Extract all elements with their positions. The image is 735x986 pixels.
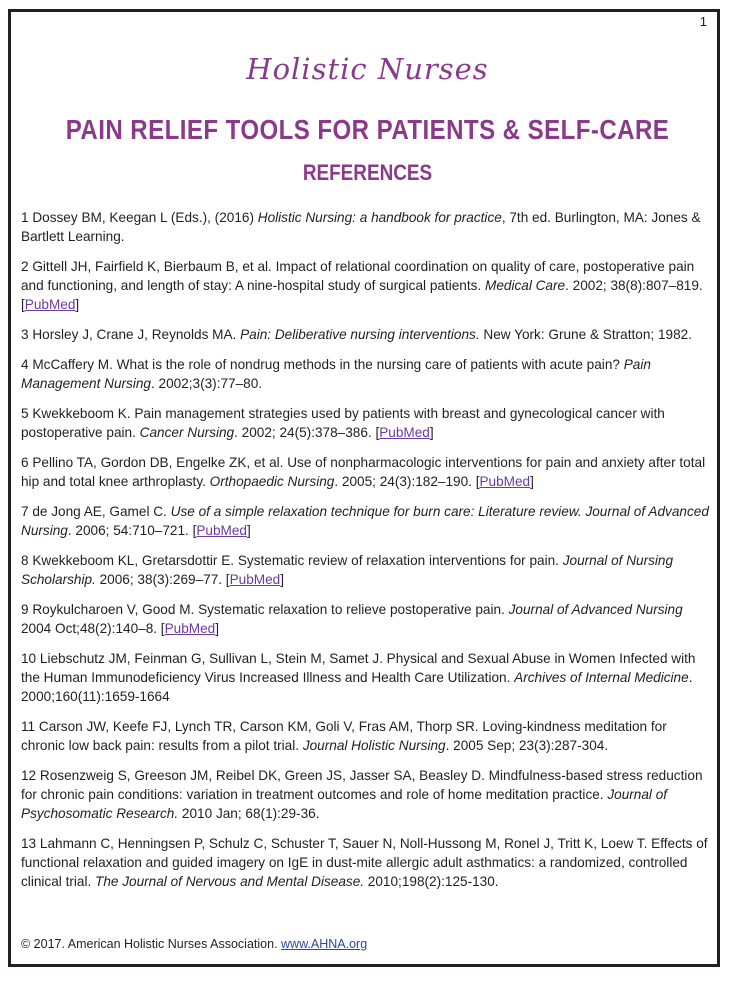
- reference-item: 12 Rosenzweig S, Greeson JM, Reibel DK, Green JS, Jasser SA, Beasley D. Mindfulness-based stress reduction for chronic pain conditions: variation in treatment outcomes and role of home meditation practice. Journal of Psychosomatic Research. 2010 Jan; 68(1):29-36.: [21, 768, 703, 821]
- page-number: 1: [699, 14, 707, 29]
- brand-logo-text: Holistic Nurses: [246, 52, 489, 86]
- reference-list: [21, 208, 711, 902]
- copyright-footer: © 2017. American Holistic Nurses Association. www.AHNA.org: [21, 937, 368, 951]
- ahna-website-link[interactable]: www.AHNA.org: [281, 937, 368, 951]
- pubmed-link[interactable]: PubMed: [196, 523, 247, 538]
- page-title: PAIN RELIEF TOOLS FOR PATIENTS & SELF-CARE: [65, 114, 670, 145]
- pubmed-link[interactable]: PubMed: [164, 621, 216, 636]
- reference-item: 1 Dossey BM, Keegan L (Eds.), (2016) Holistic Nursing: a handbook for practice, 7th ed. Burlington, MA: Jones & Bartlett Learning.: [21, 210, 701, 244]
- reference-item: 13 Lahmann C, Henningsen P, Schulz C, Schuster T, Sauer N, Noll-Hussong M, Ronel J, Tritt K, Loew T. Effects of functional relaxation and guided imagery on IgE in dust-mite allergic adult asthmatics: a randomized, controlled clinical trial. The Journal of Nervous and Mental Disease. 2010;198(2):125-130.: [21, 836, 708, 889]
- pubmed-link[interactable]: PubMed: [229, 572, 281, 587]
- reference-item: 5 Kwekkeboom K. Pain management strategies used by patients with breast and gynecological cancer with postoperative pain. Cancer Nursing. 2002; 24(5):378–386. [PubMed]: [21, 406, 665, 440]
- reference-item: 3 Horsley J, Crane J, Reynolds MA. Pain: Deliberative nursing interventions. New York: Grune & Stratton; 1982.: [21, 327, 692, 342]
- pubmed-link[interactable]: PubMed: [24, 297, 76, 312]
- reference-item: 4 McCaffery M. What is the role of nondrug methods in the nursing care of patients with acute pain? Pain Management Nursing. 2002;3(3):77–80.: [21, 357, 651, 391]
- pubmed-link[interactable]: PubMed: [479, 474, 531, 489]
- reference-item: 8 Kwekkeboom KL, Gretarsdottir E. Systematic review of relaxation interventions for pain. Journal of Nursing Scholarship. 2006; 38(3):269–77. [PubMed]: [21, 553, 674, 587]
- section-heading: REFERENCES: [302, 160, 433, 185]
- reference-item: 6 Pellino TA, Gordon DB, Engelke ZK, et al. Use of nonpharmacologic interventions for pain and anxiety after total hip and total knee arthroplasty. Orthopaedic Nursing. 2005; 24(3):182–190. [PubMed]: [21, 455, 706, 489]
- reference-item: 7 de Jong AE, Gamel C. Use of a simple relaxation technique for burn care: Literature review. Journal of Advanced Nursing. 2006; 54:710–721. [PubMed]: [21, 504, 709, 538]
- reference-item: 11 Carson JW, Keefe FJ, Lynch TR, Carson KM, Goli V, Fras AM, Thorp SR. Loving-kindness meditation for chronic low back pain: results from a pilot trial. Journal Holistic Nursing. 2005 Sep; 23(3):287-304.: [21, 719, 667, 753]
- pubmed-link[interactable]: PubMed: [379, 425, 430, 440]
- reference-item: 10 Liebschutz JM, Feinman G, Sullivan L, Stein M, Samet J. Physical and Sexual Abuse in Women Infected with the Human Immunodeficiency Virus Increased Illness and Health Care Utilization. Archives of Internal Medicine. 2000;160(11):1659-1664: [21, 651, 696, 704]
- reference-item: 2 Gittell JH, Fairfield K, Bierbaum B, et al. Impact of relational coordination on quality of care, postoperative pain and functioning, and length of stay: A nine-hospital study of surgical patients. Medical Care. 2002; 38(8):807–819. [PubMed]: [21, 259, 703, 312]
- reference-item: 9 Roykulcharoen V, Good M. Systematic relaxation to relieve postoperative pain. Journal of Advanced Nursing 2004 Oct;48(2):140–8. [PubMed]: [21, 602, 683, 636]
